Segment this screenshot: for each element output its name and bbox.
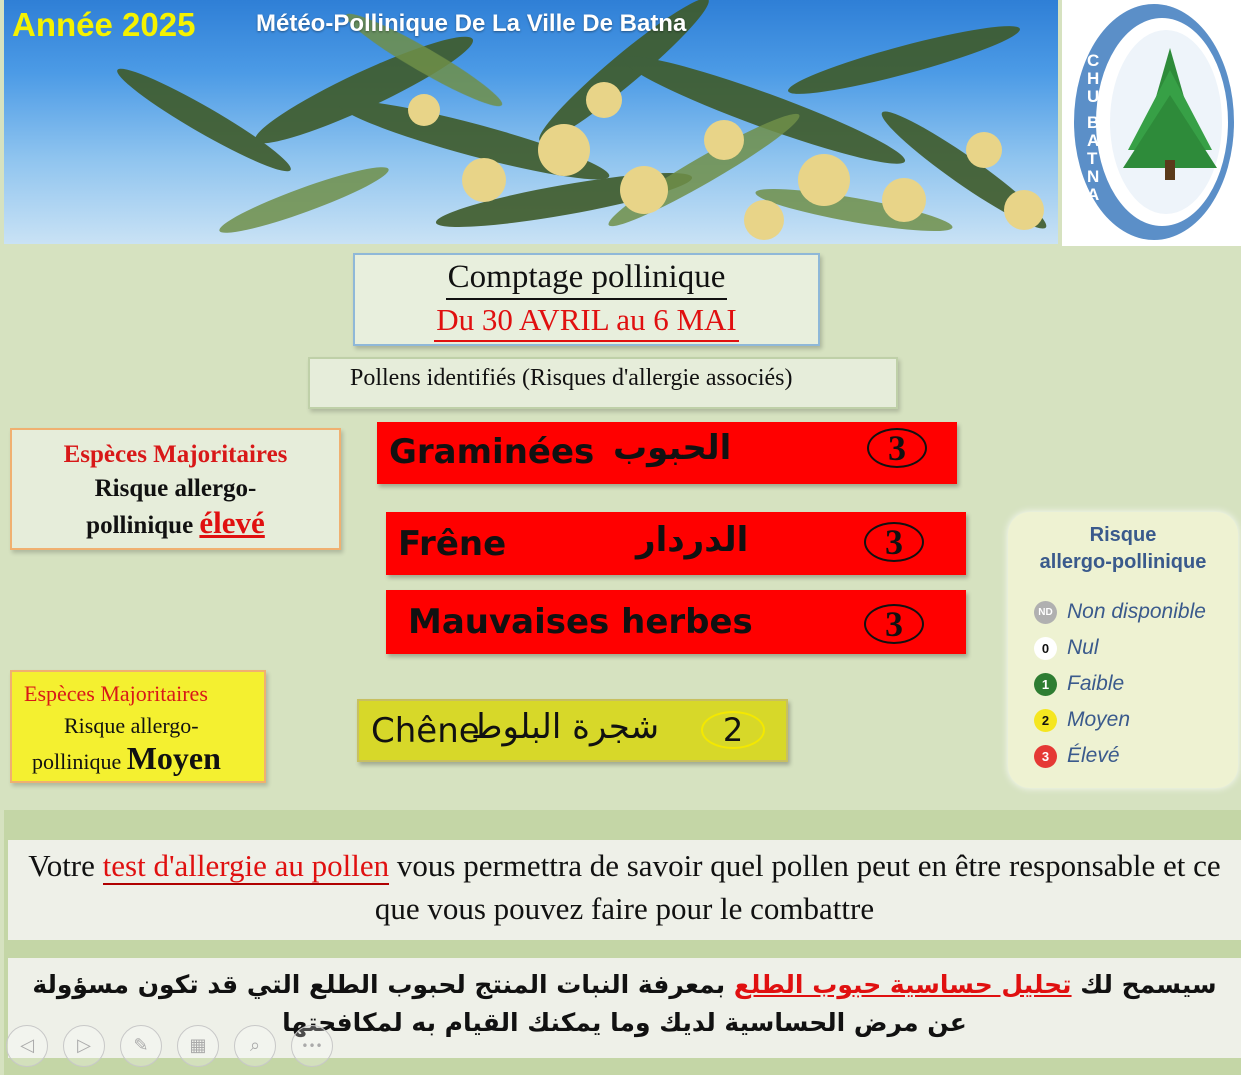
allergy-test-link[interactable]: test d'allergie au pollen: [102, 848, 390, 883]
arabic-allergy-test-link[interactable]: تحليل حساسية حبوب الطلع: [733, 970, 1072, 999]
risk-level-high: élevé: [199, 505, 265, 540]
french-message-box: [8, 840, 1241, 940]
chu-batna-logo: [1062, 0, 1241, 246]
pollen-row-mauvaises-herbes: [386, 590, 966, 654]
pollen-risk-badge: 3: [864, 604, 924, 644]
pollen-risk-badge: 3: [864, 522, 924, 562]
species-medium-box: [10, 670, 266, 783]
legend-title-line1: Risque: [1089, 524, 1157, 546]
pen-icon: ✎: [133, 1035, 149, 1056]
svg-text:N: N: [1087, 167, 1100, 186]
pollen-name: Chêne: [371, 711, 480, 751]
next-slide-button[interactable]: [63, 1025, 105, 1067]
species-medium-line3: pollinique: [32, 749, 127, 774]
year-label: Année 2025: [12, 6, 196, 43]
risk-badge-icon: 0: [1034, 637, 1057, 660]
species-medium-line2: Risque allergo-: [64, 713, 199, 738]
svg-text:A: A: [1087, 185, 1100, 204]
legend-label: Faible: [1067, 672, 1125, 695]
more-options-button[interactable]: [291, 1025, 333, 1067]
pollen-risk-badge: 2: [701, 711, 765, 749]
pollen-name: Frêne: [398, 524, 507, 564]
pollen-row-graminees: [377, 422, 957, 484]
more-options-icon: •••: [301, 1039, 323, 1053]
pollen-name: Mauvaises herbes: [408, 602, 753, 642]
pollen-row-frene: [386, 512, 966, 575]
pollens-header: Pollens identifiés (Risques d'allergie associés): [308, 357, 898, 409]
zoom-icon: ⌕: [249, 1035, 261, 1056]
zoom-button[interactable]: [234, 1025, 276, 1067]
legend-label: Moyen: [1067, 708, 1131, 731]
risk-level-medium: Moyen: [126, 740, 221, 776]
pollen-row-chene: [357, 699, 788, 762]
pollen-arabic-name: الدردار: [636, 520, 749, 560]
species-medium-heading: Espèces Majoritaires: [24, 681, 208, 706]
next-slide-icon: ▷: [77, 1035, 91, 1056]
risk-badge-icon: 1: [1034, 673, 1057, 696]
risk-badge-icon: 3: [1034, 745, 1057, 768]
pollen-risk-badge: 3: [867, 428, 927, 468]
svg-text:B: B: [1087, 113, 1100, 132]
pen-tool-button[interactable]: [120, 1025, 162, 1067]
risk-legend: [1008, 512, 1238, 788]
risk-badge-icon: ND: [1034, 601, 1057, 624]
count-title: Comptage pollinique: [446, 259, 728, 300]
species-high-line3: pollinique: [86, 512, 200, 539]
count-dates: Du 30 AVRIL au 6 MAI: [434, 302, 739, 342]
legend-title-line2: allergo-pollinique: [1039, 551, 1207, 573]
svg-text:A: A: [1087, 131, 1100, 150]
arabic-message: سيسمح لك تحليل حساسية حبوب الطلع بمعرفة النبات المنتج لحبوب الطلع التي قد تكون مسؤولة عن مرض الحساسية لديك وما يمكنك القيام به لمكافحتها: [32, 970, 1217, 1037]
pollen-arabic-name: شجرة البلوط: [471, 707, 660, 747]
species-high-box: [10, 428, 341, 550]
svg-text:T: T: [1087, 149, 1098, 168]
pollen-name: Graminées: [389, 432, 595, 472]
previous-slide-icon: ◁: [20, 1035, 34, 1056]
legend-label: Élevé: [1067, 744, 1120, 767]
legend-item-nd: [1034, 600, 1206, 624]
banner-title: Météo-Pollinique De La Ville De Batna: [256, 10, 687, 37]
svg-text:H: H: [1087, 69, 1100, 88]
legend-label: Non disponible: [1067, 600, 1206, 623]
species-high-heading: Espèces Majoritaires: [63, 441, 288, 468]
pollen-arabic-name: الحبوب: [613, 428, 732, 468]
legend-item-nul: [1034, 636, 1099, 660]
header-banner: [4, 0, 1058, 244]
pollen-count-box: [353, 253, 820, 346]
french-message: Votre test d'allergie au pollen vous permettra de savoir quel pollen peut en être responsable et ce que vous pouvez faire pour le combattre: [28, 848, 1221, 926]
legend-label: Nul: [1067, 636, 1099, 659]
slides-overview-button[interactable]: [177, 1025, 219, 1067]
svg-text:U: U: [1087, 87, 1100, 106]
svg-text:C: C: [1087, 51, 1100, 70]
species-high-line2: Risque allergo-: [94, 475, 257, 502]
legend-item-eleve: [1034, 744, 1120, 768]
legend-item-faible: [1034, 672, 1124, 696]
slides-grid-icon: ▦: [189, 1035, 207, 1056]
legend-item-moyen: [1034, 708, 1130, 732]
risk-badge-icon: 2: [1034, 709, 1057, 732]
previous-slide-button[interactable]: [6, 1025, 48, 1067]
